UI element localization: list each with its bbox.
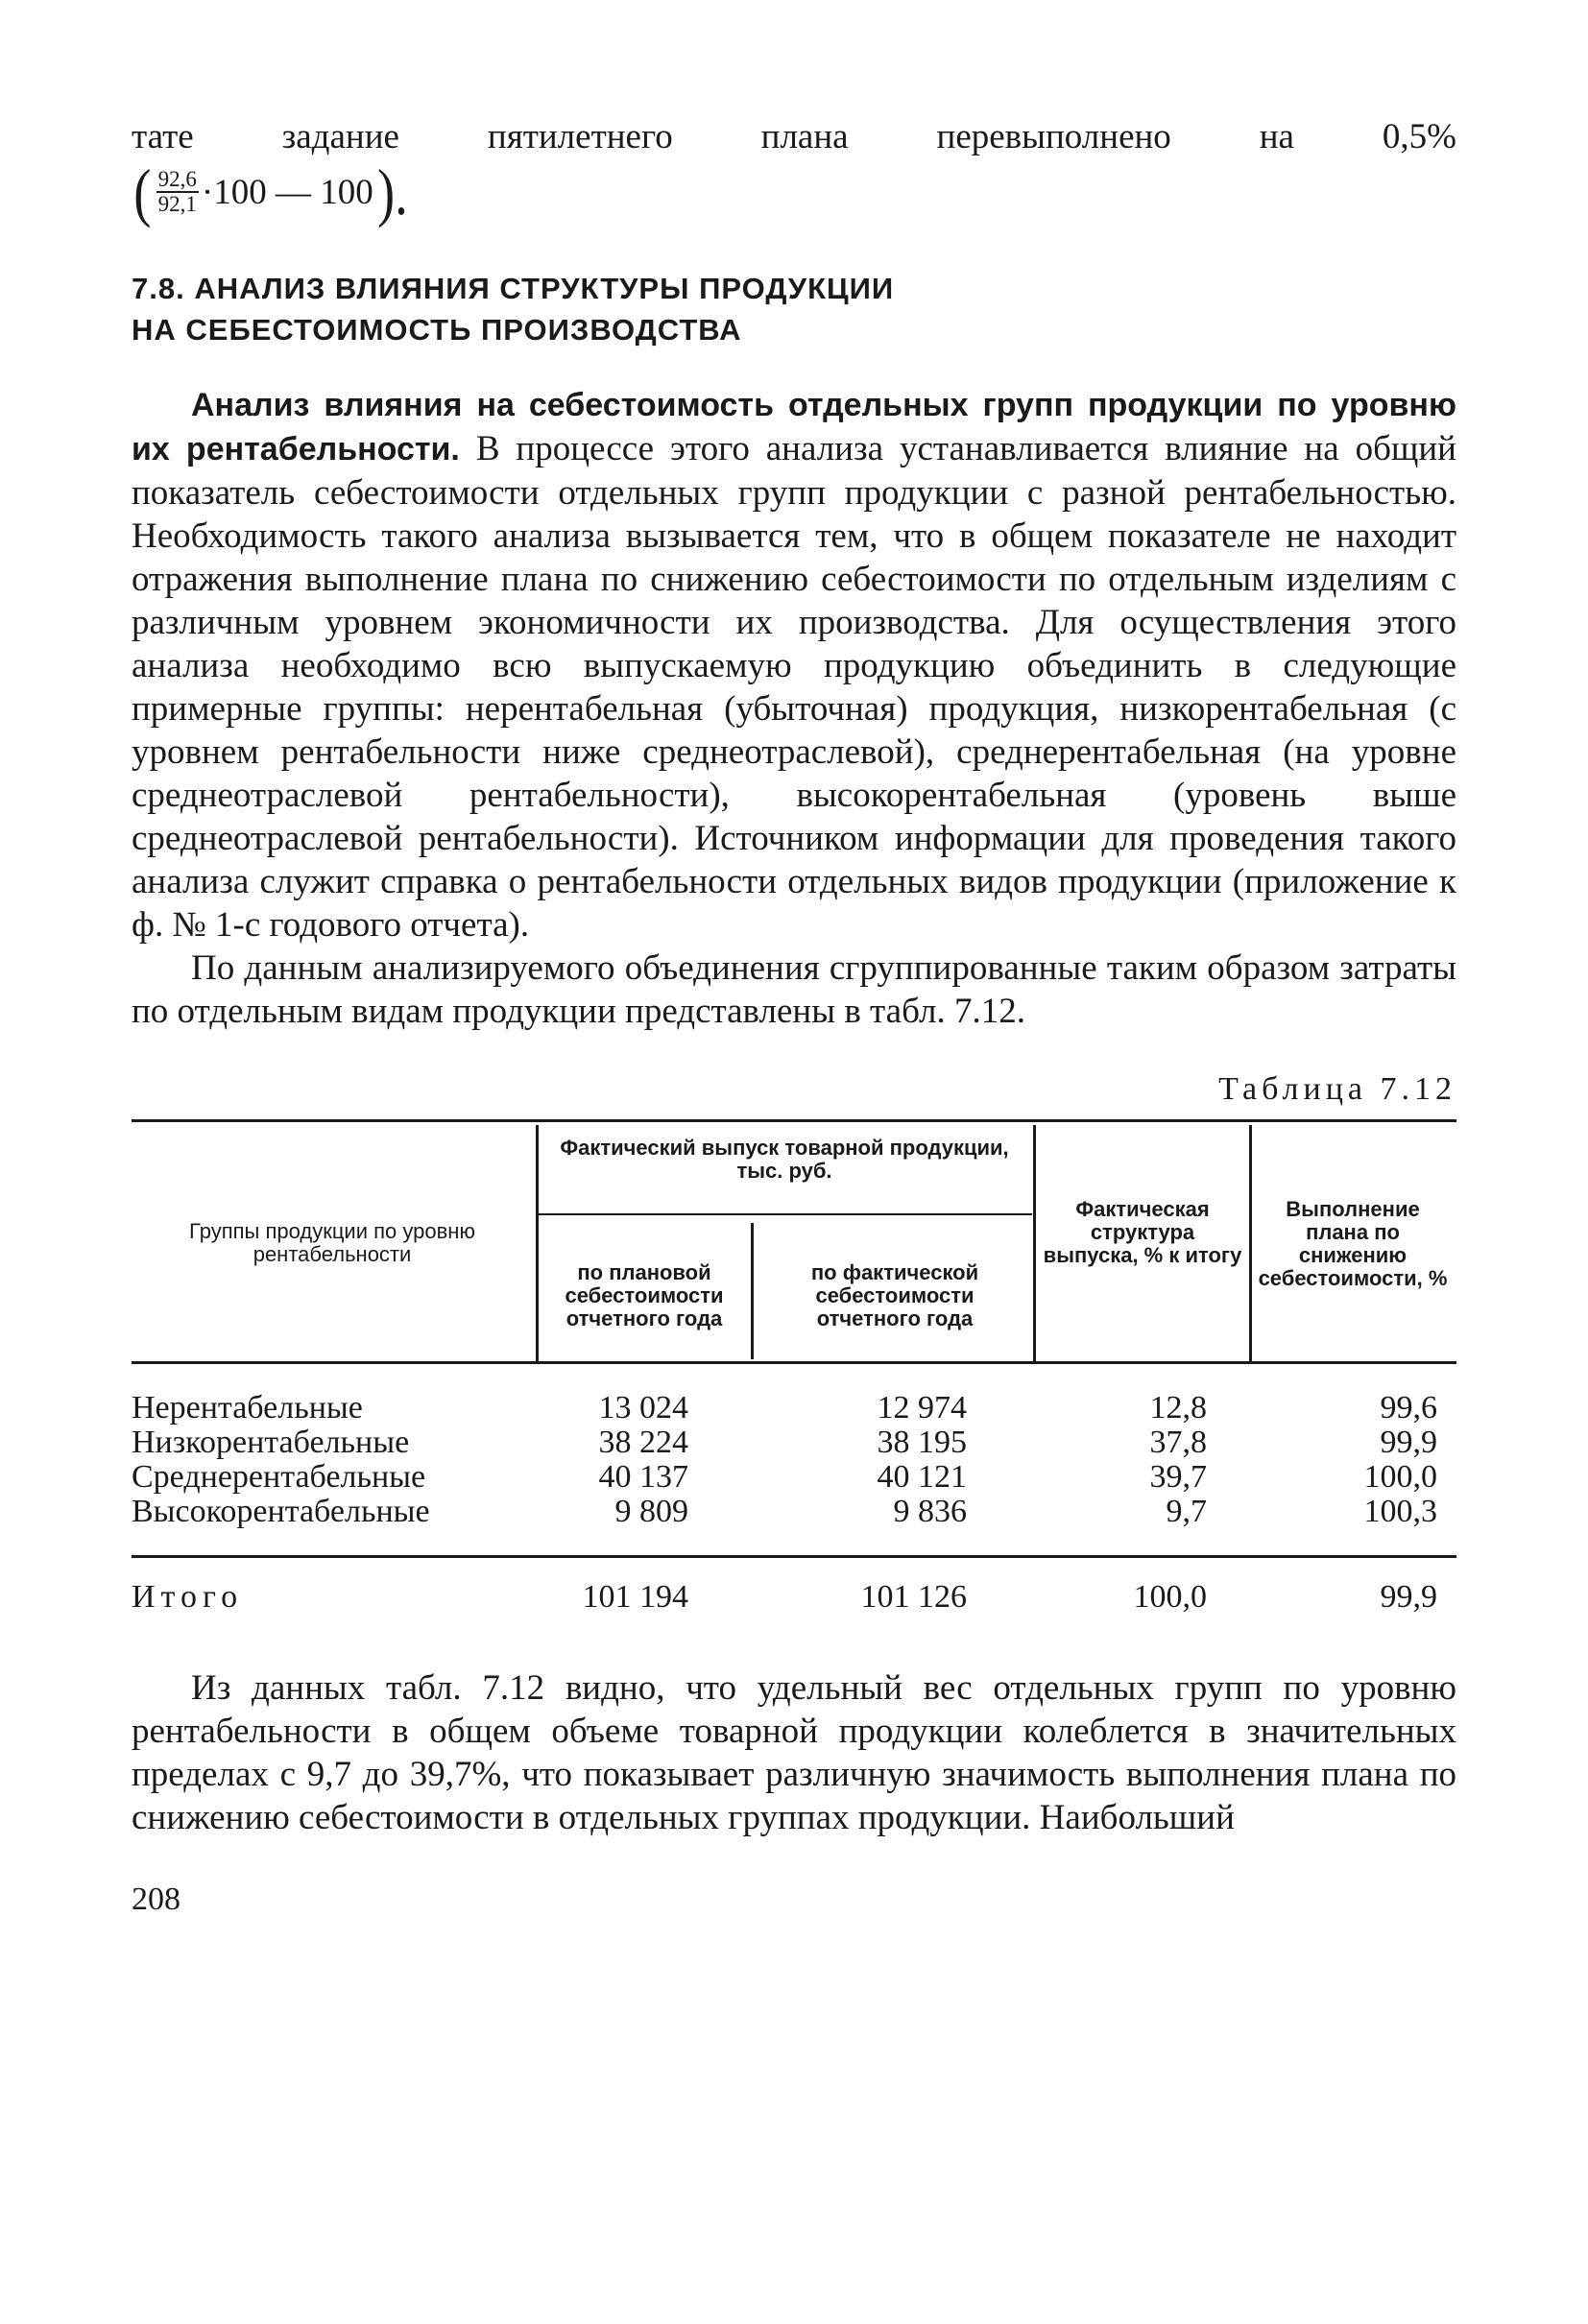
intro-text: тате задание пятилетнего плана перевыполнено на 0,5% — [132, 117, 1456, 156]
section-title-line1: 7.8. АНАЛИЗ ВЛИЯНИЯ СТРУКТУРЫ ПРОДУКЦИИ — [132, 272, 895, 305]
row-structure: 9,7 — [1166, 1494, 1207, 1529]
formula-rest: ·100 — 100 — [201, 172, 373, 212]
row-structure: 12,8 — [1149, 1390, 1207, 1426]
total-structure: 100,0 — [1133, 1579, 1207, 1615]
row-planned: 38 224 — [598, 1425, 688, 1460]
row-plan-exec: 100,0 — [1363, 1459, 1437, 1495]
formula-open-paren: ( — [133, 156, 152, 228]
row-group: Низкорентабельные — [132, 1425, 410, 1460]
row-actual: 40 121 — [877, 1459, 967, 1495]
formula-numerator: 92,6 — [157, 167, 197, 191]
row-actual: 12 974 — [877, 1390, 967, 1426]
formula-denominator: 92,1 — [157, 192, 197, 216]
table-header-rule — [132, 1361, 1456, 1364]
row-actual: 9 836 — [893, 1494, 967, 1529]
row-group: Среднерентабельные — [132, 1459, 426, 1495]
header-group: Группы продукции по уровню рентабельности — [189, 1219, 475, 1266]
page — [132, 115, 1456, 1918]
row-plan-exec: 99,9 — [1380, 1425, 1437, 1460]
data-table — [132, 1119, 1456, 1642]
row-plan-exec: 99,6 — [1380, 1390, 1437, 1426]
total-actual: 101 126 — [860, 1579, 967, 1615]
formula-fraction — [156, 168, 199, 216]
table-subheader-rule — [539, 1213, 1032, 1215]
row-group: Высокорентабельные — [132, 1494, 430, 1529]
table-top-rule — [132, 1119, 1456, 1122]
section-title — [132, 268, 1456, 350]
paragraph-1-lead: Анализ влияния на себестоимость отдельных групп продукции по уровню их рентабельности. — [132, 387, 1456, 467]
row-plan-exec: 100,3 — [1363, 1494, 1437, 1529]
row-structure: 37,8 — [1149, 1425, 1207, 1460]
header-output-group: Фактический выпуск товарной продукции, тыс. руб. — [560, 1136, 1009, 1183]
page-number: 208 — [132, 1881, 180, 1917]
intro-line — [132, 115, 1456, 158]
row-planned: 13 024 — [598, 1390, 688, 1426]
table-vline-2 — [751, 1223, 754, 1359]
row-planned: 40 137 — [598, 1459, 688, 1495]
total-label: Итого — [132, 1579, 244, 1615]
formula-close-paren: ). — [376, 156, 408, 228]
row-group: Нерентабельные — [132, 1390, 363, 1426]
header-planned-cost: по плановой себестоимости отчетного года — [565, 1260, 724, 1330]
paragraph-1-body: В процессе этого анализа устанавливается влияние на общий показатель себестоимости отдельных групп продукции с разной рентабельностью. Необходимость такого анализа вызывается тем, что в общем показателе не находит отражения выполнение плана по снижению себестоимости по отдельным изделиям с различным уровнем экономичности их производства. Для осуществления этого анализа необходимо всю выпускаемую продукцию объединить в следующие примерные группы: нерентабельная (убыточная) продукция, низкорентабельная (с уровнем рентабельности ниже среднеотраслевой), среднерентабельная (на уровне среднеотраслевой рентабельности), высокорентабельная (уровень выше среднеотраслевой рентабельности). Источником информации для проведения такого анализа служит справка о рентабельности отдельных видов продукции (приложение к ф. № 1-с годового отчета). — [132, 429, 1456, 945]
paragraph-1 — [132, 383, 1456, 946]
table-vline-3 — [1033, 1125, 1036, 1361]
formula — [132, 156, 1456, 228]
header-actual-cost: по фактической себестоимости отчетного года — [810, 1260, 979, 1330]
section-title-line2: НА СЕБЕСТОИМОСТЬ ПРОИЗВОДСТВА — [132, 313, 742, 347]
table-caption: Таблица 7.12 — [1218, 1071, 1456, 1107]
total-plan-exec: 99,9 — [1380, 1579, 1437, 1615]
paragraph-3: Из данных табл. 7.12 видно, что удельный вес отдельных групп по уровню рентабельности в общем объеме товарной продукции колеблется в значительных пределах с 9,7 до 39,7%, что показывает различную значимость выполнения плана по снижению себестоимости в отдельных группах продукции. Наибольший — [132, 1668, 1456, 1837]
header-plan-exec: Выполнение плана по снижению себестоимости, % — [1258, 1197, 1448, 1290]
table-total-rule — [132, 1555, 1456, 1558]
table-vline-4 — [1249, 1125, 1252, 1361]
row-structure: 39,7 — [1149, 1459, 1207, 1495]
row-planned: 9 809 — [614, 1494, 688, 1529]
row-actual: 38 195 — [877, 1425, 967, 1460]
paragraph-2: По данным анализируемого объединения сгруппированные таким образом затраты по отдельным видам продукции представлены в табл. 7.12. — [132, 948, 1456, 1031]
header-structure: Фактическая структура выпуска, % к итогу — [1043, 1197, 1242, 1267]
total-planned: 101 194 — [582, 1579, 688, 1615]
table-vline-1 — [536, 1125, 539, 1361]
